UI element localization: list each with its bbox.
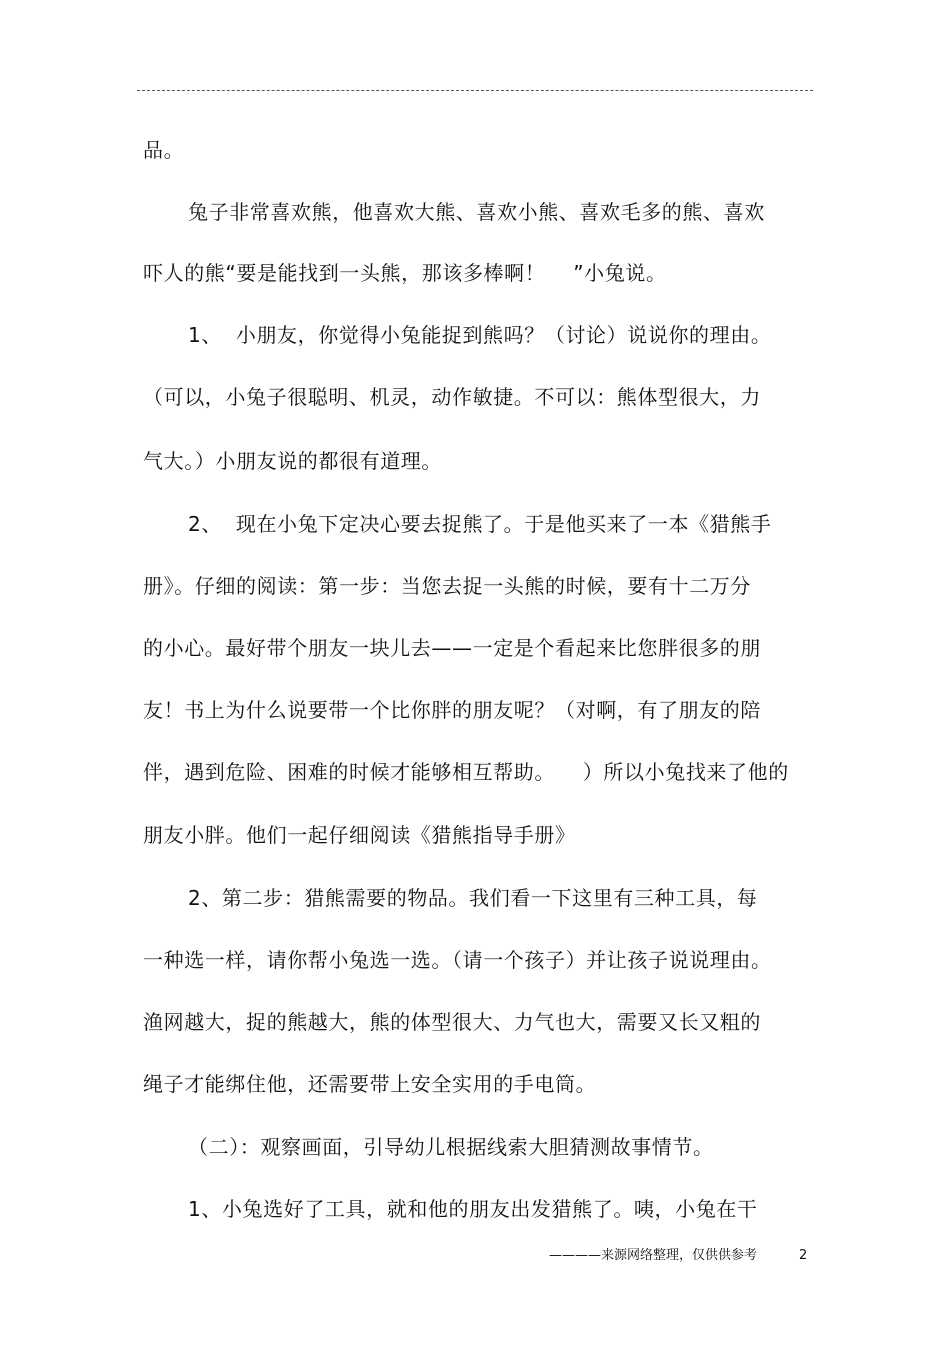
text-line: 2、 现在小兔下定决心要去捉熊了。于是他买来了一本《猎熊手 bbox=[188, 512, 772, 536]
text-line: 友！书上为什么说要带一个比你胖的朋友呢？（对啊，有了朋友的陪 bbox=[143, 698, 761, 722]
text-line: 1、小兔选好了工具，就和他的朋友出发猎熊了。咦，小兔在干 bbox=[188, 1197, 758, 1221]
text-line: 品。 bbox=[143, 138, 185, 162]
text-line: 册》。仔细的阅读：第一步：当您去捉一头熊的时候，要有十二万分 bbox=[143, 574, 751, 598]
page-number: 2 bbox=[799, 1248, 808, 1263]
text-line: 2、第二步：猎熊需要的物品。我们看一下这里有三种工具，每 bbox=[188, 886, 758, 910]
text-line: 的小心。最好带个朋友一块儿去——一定是个看起来比您胖很多的朋 bbox=[143, 636, 761, 660]
footer-source-note: ————来源网络整理，仅供供参考 bbox=[549, 1248, 758, 1263]
text-line: （二）：观察画面，引导幼儿根据线索大胆猜测故事情节。 bbox=[188, 1135, 714, 1159]
text-line: 一种选一样，请你帮小兔选一选。（请一个孩子）并让孩子说说理由。 bbox=[143, 948, 772, 972]
text-line: 伴，遇到危险、困难的时候才能够相互帮助。 ）所以小兔找来了他的 bbox=[143, 760, 789, 784]
text-line: 渔网越大，捉的熊越大，熊的体型很大、力气也大，需要又长又粗的 bbox=[143, 1010, 761, 1034]
text-line: （可以，小兔子很聪明、机灵，动作敏捷。不可以：熊体型很大，力 bbox=[143, 385, 761, 409]
header-rule bbox=[137, 90, 813, 91]
text-line: 气大。）小朋友说的都很有道理。 bbox=[143, 449, 442, 473]
text-line: 兔子非常喜欢熊，他喜欢大熊、喜欢小熊、喜欢毛多的熊、喜欢 bbox=[188, 200, 765, 224]
text-line: 吓人的熊“要是能找到一头熊，那该多棒啊！ ”小兔说。 bbox=[143, 261, 667, 285]
text-line: 朋友小胖。他们一起仔细阅读《猎熊指导手册》 bbox=[143, 823, 576, 847]
text-line: 1、 小朋友，你觉得小兔能捉到熊吗？（讨论）说说你的理由。 bbox=[188, 323, 772, 347]
text-line: 绳子才能绑住他，还需要带上安全实用的手电筒。 bbox=[143, 1072, 597, 1096]
